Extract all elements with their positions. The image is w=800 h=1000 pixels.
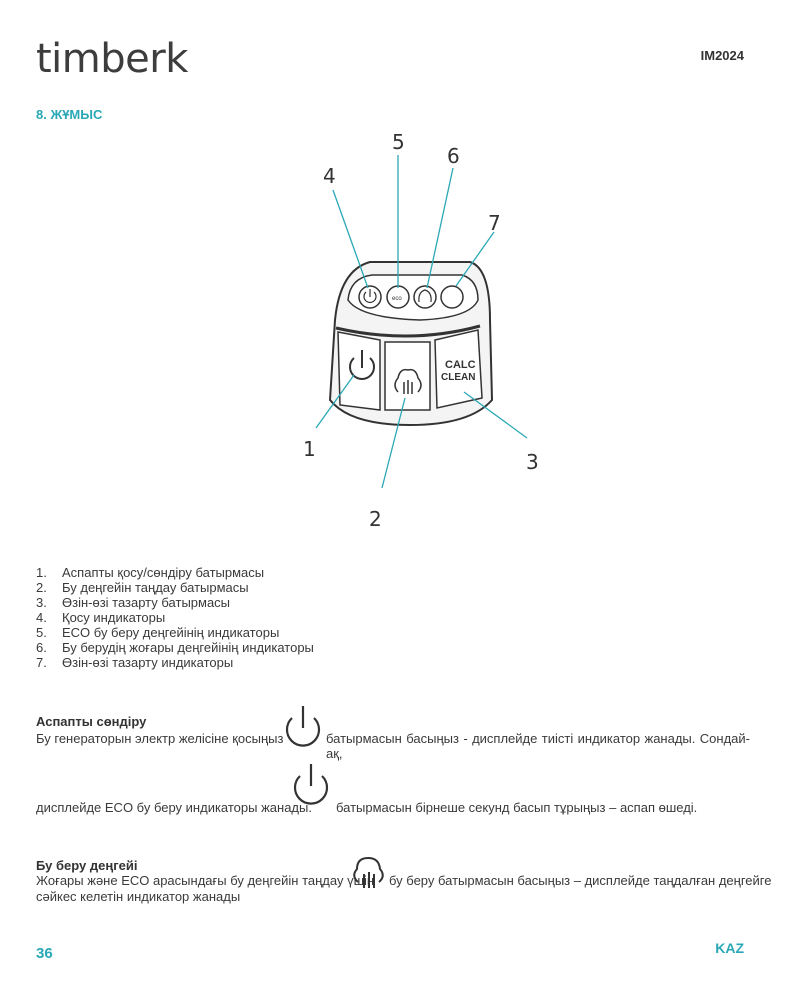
control-panel-illustration <box>330 262 492 425</box>
steam-text-line1b: бу беру батырмасын басыңыз – дисплейде таңдалған деңгейге <box>389 873 772 888</box>
list-item: 6. Бу берудің жоғары деңгейінің индикаторы <box>36 640 314 655</box>
callout-1: 1 <box>303 437 316 461</box>
callout-7: 7 <box>488 211 501 235</box>
language-code: KAZ <box>715 940 744 956</box>
model-number: IM2024 <box>700 48 744 63</box>
steam-icon <box>351 852 387 892</box>
callout-4: 4 <box>323 164 336 188</box>
steam-high-indicator-icon <box>414 286 436 308</box>
list-item: 5. ECO бу беру деңгейінің индикаторы <box>36 625 280 640</box>
power-section-title: Аспапты сөндіру <box>36 714 147 729</box>
steam-text-line1a: Жоғары және ECO арасындағы бу деңгейін таңдау үшін <box>36 873 375 888</box>
callout-5: 5 <box>392 130 405 154</box>
list-item: 2. Бу деңгейін таңдау батырмасы <box>36 580 249 595</box>
list-item: 1. Аспапты қосу/сөндіру батырмасы <box>36 565 265 580</box>
power-icon <box>282 702 324 750</box>
list-item: 7. Өзін-өзі тазарту индикаторы <box>36 655 234 670</box>
list-item: 4. Қосу индикаторы <box>36 610 166 625</box>
clean-label: CLEAN <box>441 372 476 383</box>
power-icon <box>290 760 332 808</box>
section-title: 8. ЖҰМЫС <box>36 107 103 122</box>
power-text-line1a: Бу генераторын электр желісіне қосыңыз <box>36 731 284 746</box>
power-text-line1b: батырмасын басыңыз - дисплейде тиісті индикатор жанады. Сондай-ақ, <box>326 731 750 761</box>
power-text-line2b: батырмасын бірнеше секунд басып тұрыңыз – аспап өшеді. <box>336 800 698 815</box>
steam-text-line2: сәйкес келетін индикатор жанады <box>36 889 241 904</box>
page-number: 36 <box>36 945 53 962</box>
brand-logo: timberk <box>36 36 188 82</box>
steam-section-title: Бу беру деңгейі <box>36 858 138 873</box>
eco-indicator-label: eco <box>392 296 402 302</box>
callout-2: 2 <box>369 507 382 531</box>
component-legend <box>36 565 314 670</box>
callout-3: 3 <box>526 450 539 474</box>
control-panel-diagram <box>0 120 800 540</box>
list-item: 3. Өзін-өзі тазарту батырмасы <box>36 595 231 610</box>
power-text-line2a: дисплейде ECO бу беру индикаторы жанады. <box>36 800 312 815</box>
callout-6: 6 <box>447 144 460 168</box>
calc-label: CALC <box>445 359 476 371</box>
self-clean-indicator-icon <box>441 286 463 308</box>
